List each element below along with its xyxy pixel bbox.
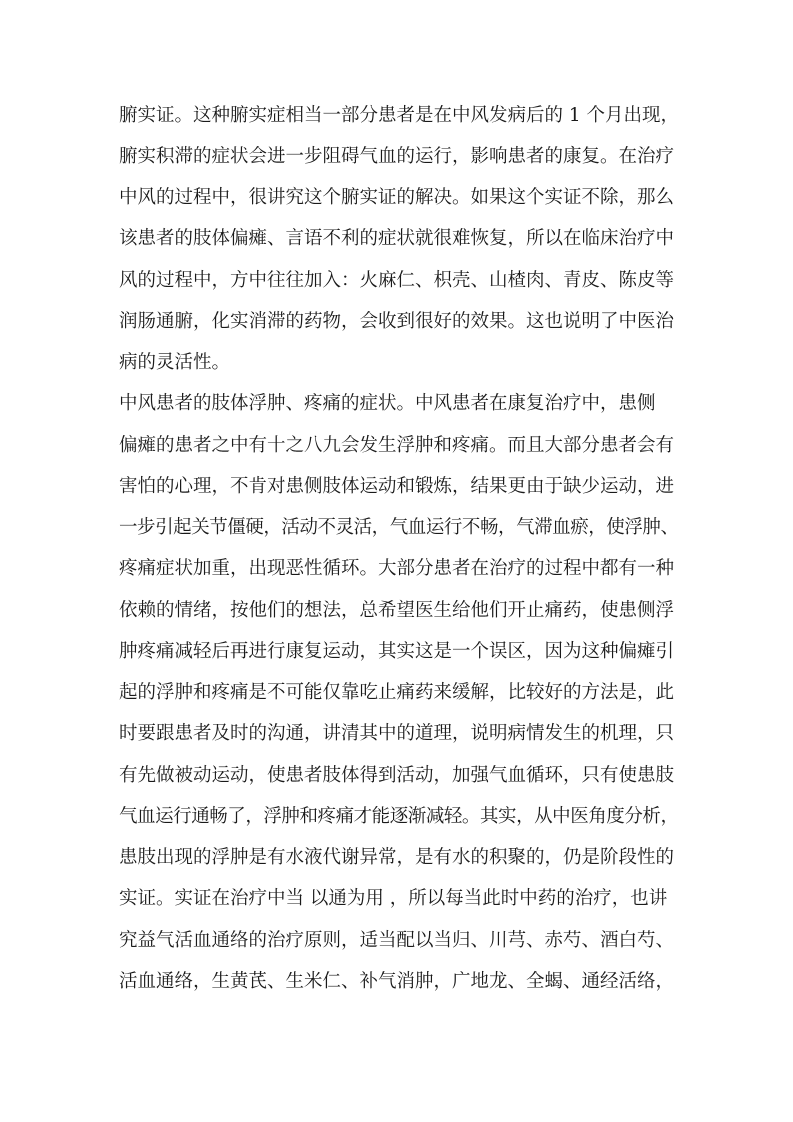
text-line: 风的过程中，方中往往加入：火麻仁、枳壳、山楂肉、青皮、陈皮等 [119, 270, 675, 291]
text-line: 气血运行通畅了，浮肿和疼痛才能逐渐减轻。其实，从中医角度分析， [119, 806, 679, 827]
text-line: 究益气活血通络的治疗原则，适当配以当归、川芎、赤芍、酒白芍、 [119, 930, 675, 951]
text-line: 时要跟患者及时的沟通，讲清其中的道理，说明病情发生的机理，只 [119, 723, 675, 744]
text-line: 害怕的心理，不肯对患侧肢体运动和锻炼，结果更由于缺少运动，进 [119, 476, 675, 497]
text-line: 一步引起关节僵硬，活动不灵活，气血运行不畅，气滞血瘀，使浮肿、 [119, 517, 679, 538]
text-line: 疼痛症状加重，出现恶性循环。大部分患者在治疗的过程中都有一种 [119, 558, 675, 579]
text-line: 病的灵活性。 [119, 352, 231, 373]
text-line: 依赖的情绪，按他们的想法，总希望医生给他们开止痛药，使患侧浮 [119, 600, 675, 621]
text-line: 中风的过程中，很讲究这个腑实证的解决。如果这个实证不除，那么 [119, 187, 675, 208]
text-line: 该患者的肢体偏瘫、言语不利的症状就很难恢复，所以在临床治疗中 [119, 228, 675, 249]
text-line: 腑实证。这种腑实症相当一部分患者是在中风发病后的 1 个月出现， [119, 105, 680, 126]
text-line: 活血通络，生黄芪、生米仁、补气消肿，广地龙、全蝎、通经活络， [119, 971, 675, 992]
text-line: 患肢出现的浮肿是有水液代谢异常，是有水的积聚的，仍是阶段性的 [119, 847, 675, 868]
text-line: 有先做被动运动，使患者肢体得到活动，加强气血循环，只有使患肢 [119, 765, 675, 786]
text-line: 实证。实证在治疗中当 以通为用 ，所以每当此时中药的治疗，也讲 [119, 888, 668, 909]
text-line: 腑实积滞的症状会进一步阻碍气血的运行，影响患者的康复。在治疗 [119, 146, 675, 167]
text-line: 起的浮肿和疼痛是不可能仅靠吃止痛药来缓解，比较好的方法是，此 [119, 682, 675, 703]
text-line: 偏瘫的患者之中有十之八九会发生浮肿和疼痛。而且大部分患者会有 [119, 435, 675, 456]
text-line: 肿疼痛减轻后再进行康复运动，其实这是一个误区，因为这种偏瘫引 [119, 641, 675, 662]
text-line: 润肠通腑，化实消滞的药物，会收到很好的效果。这也说明了中医治 [119, 311, 675, 332]
text-line: 中风患者的肢体浮肿、疼痛的症状。中风患者在康复治疗中，患侧 [119, 393, 656, 414]
